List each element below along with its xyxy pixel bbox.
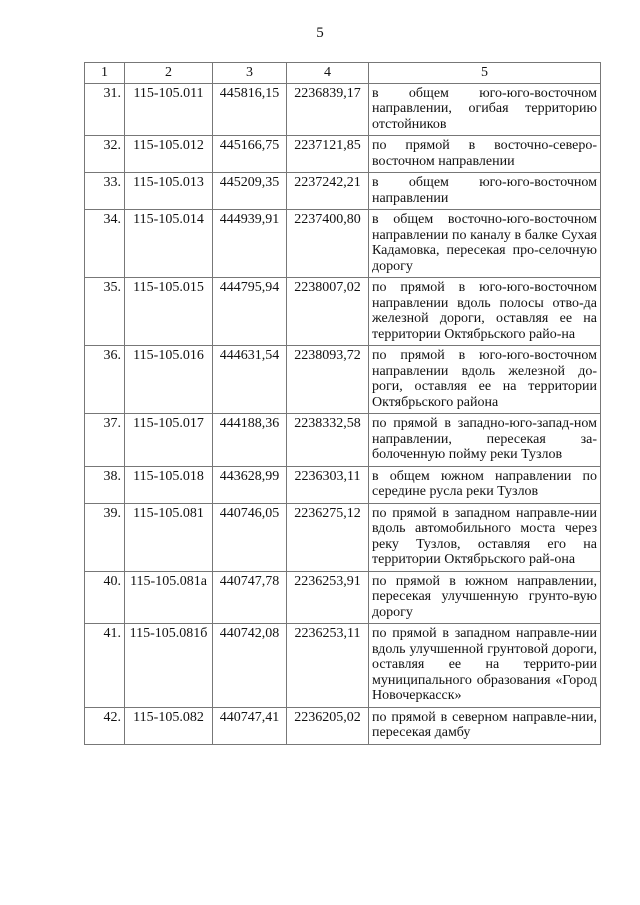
table-row bbox=[85, 173, 601, 210]
cell-description: по прямой в восточно-северо-восточном направлении bbox=[369, 136, 601, 173]
cell-x-coordinate: 440746,05 bbox=[213, 503, 287, 571]
cell-point-code: 115-105.017 bbox=[125, 414, 213, 467]
cell-number: 39. bbox=[85, 503, 125, 571]
cell-y-coordinate: 2236253,91 bbox=[287, 571, 369, 624]
cell-y-coordinate: 2238093,72 bbox=[287, 346, 369, 414]
cell-number: 38. bbox=[85, 466, 125, 503]
cell-y-coordinate: 2236839,17 bbox=[287, 83, 369, 136]
cell-x-coordinate: 444188,36 bbox=[213, 414, 287, 467]
cell-description: в общем юго-юго-восточном направлении bbox=[369, 173, 601, 210]
cell-x-coordinate: 440742,08 bbox=[213, 624, 287, 708]
cell-description: по прямой в западном направле-нии вдоль улучшенной грунтовой дороги, оставляя ее на террито-рии муниципального образования «Город Новочеркасск» bbox=[369, 624, 601, 708]
cell-y-coordinate: 2237242,21 bbox=[287, 173, 369, 210]
cell-point-code: 115-105.014 bbox=[125, 210, 213, 278]
cell-point-code: 115-105.015 bbox=[125, 278, 213, 346]
cell-number: 33. bbox=[85, 173, 125, 210]
cell-number: 41. bbox=[85, 624, 125, 708]
cell-number: 31. bbox=[85, 83, 125, 136]
cell-y-coordinate: 2236205,02 bbox=[287, 707, 369, 744]
cell-description: по прямой в западном направле-нии вдоль автомобильного моста через реку Тузлов, оставляя его на территории Октябрьского рай-она bbox=[369, 503, 601, 571]
table-row bbox=[85, 624, 601, 708]
cell-y-coordinate: 2237121,85 bbox=[287, 136, 369, 173]
table-row bbox=[85, 136, 601, 173]
column-header-number: 1 bbox=[85, 63, 125, 84]
table-row bbox=[85, 466, 601, 503]
cell-y-coordinate: 2238332,58 bbox=[287, 414, 369, 467]
cell-point-code: 115-105.012 bbox=[125, 136, 213, 173]
column-header-description: 5 bbox=[369, 63, 601, 84]
column-header-y: 4 bbox=[287, 63, 369, 84]
cell-x-coordinate: 445816,15 bbox=[213, 83, 287, 136]
table-row bbox=[85, 571, 601, 624]
cell-point-code: 115-105.011 bbox=[125, 83, 213, 136]
table-row bbox=[85, 503, 601, 571]
cell-y-coordinate: 2238007,02 bbox=[287, 278, 369, 346]
cell-x-coordinate: 443628,99 bbox=[213, 466, 287, 503]
cell-x-coordinate: 444795,94 bbox=[213, 278, 287, 346]
table-header-row bbox=[85, 63, 601, 84]
cell-description: по прямой в западно-юго-запад-ном направлении, пересекая за-болоченную пойму реки Тузлов bbox=[369, 414, 601, 467]
cell-point-code: 115-105.013 bbox=[125, 173, 213, 210]
cell-description: в общем восточно-юго-восточном направлении по каналу в балке Сухая Кадамовка, пересекая про-селочную дорогу bbox=[369, 210, 601, 278]
cell-number: 32. bbox=[85, 136, 125, 173]
boundary-points-table bbox=[84, 62, 601, 745]
cell-description: в общем юго-юго-восточном направлении, огибая территорию отстойников bbox=[369, 83, 601, 136]
cell-number: 42. bbox=[85, 707, 125, 744]
table-row bbox=[85, 707, 601, 744]
cell-number: 40. bbox=[85, 571, 125, 624]
cell-x-coordinate: 444939,91 bbox=[213, 210, 287, 278]
table-row bbox=[85, 414, 601, 467]
cell-x-coordinate: 444631,54 bbox=[213, 346, 287, 414]
cell-description: по прямой в юго-юго-восточном направлении вдоль железной до-роги, оставляя ее на территории Октябрьского района bbox=[369, 346, 601, 414]
cell-description: по прямой в северном направле-нии, пересекая дамбу bbox=[369, 707, 601, 744]
table-row bbox=[85, 278, 601, 346]
cell-x-coordinate: 440747,78 bbox=[213, 571, 287, 624]
column-header-point-code: 2 bbox=[125, 63, 213, 84]
cell-point-code: 115-105.082 bbox=[125, 707, 213, 744]
cell-point-code: 115-105.081б bbox=[125, 624, 213, 708]
cell-y-coordinate: 2236253,11 bbox=[287, 624, 369, 708]
cell-point-code: 115-105.018 bbox=[125, 466, 213, 503]
cell-point-code: 115-105.081 bbox=[125, 503, 213, 571]
cell-y-coordinate: 2236303,11 bbox=[287, 466, 369, 503]
cell-x-coordinate: 440747,41 bbox=[213, 707, 287, 744]
cell-point-code: 115-105.016 bbox=[125, 346, 213, 414]
cell-y-coordinate: 2236275,12 bbox=[287, 503, 369, 571]
cell-description: в общем южном направлении по середине русла реки Тузлов bbox=[369, 466, 601, 503]
table-row bbox=[85, 210, 601, 278]
cell-y-coordinate: 2237400,80 bbox=[287, 210, 369, 278]
cell-number: 35. bbox=[85, 278, 125, 346]
column-header-x: 3 bbox=[213, 63, 287, 84]
cell-description: по прямой в юго-юго-восточном направлении вдоль полосы отво-да железной дороги, оставляя ее на территории Октябрьского райо-на bbox=[369, 278, 601, 346]
cell-x-coordinate: 445209,35 bbox=[213, 173, 287, 210]
cell-number: 36. bbox=[85, 346, 125, 414]
cell-number: 37. bbox=[85, 414, 125, 467]
page-number: 5 bbox=[316, 25, 324, 41]
cell-description: по прямой в южном направлении, пересекая улучшенную грунто-вую дорогу bbox=[369, 571, 601, 624]
cell-x-coordinate: 445166,75 bbox=[213, 136, 287, 173]
table-row bbox=[85, 346, 601, 414]
cell-number: 34. bbox=[85, 210, 125, 278]
cell-point-code: 115-105.081а bbox=[125, 571, 213, 624]
table-row bbox=[85, 83, 601, 136]
